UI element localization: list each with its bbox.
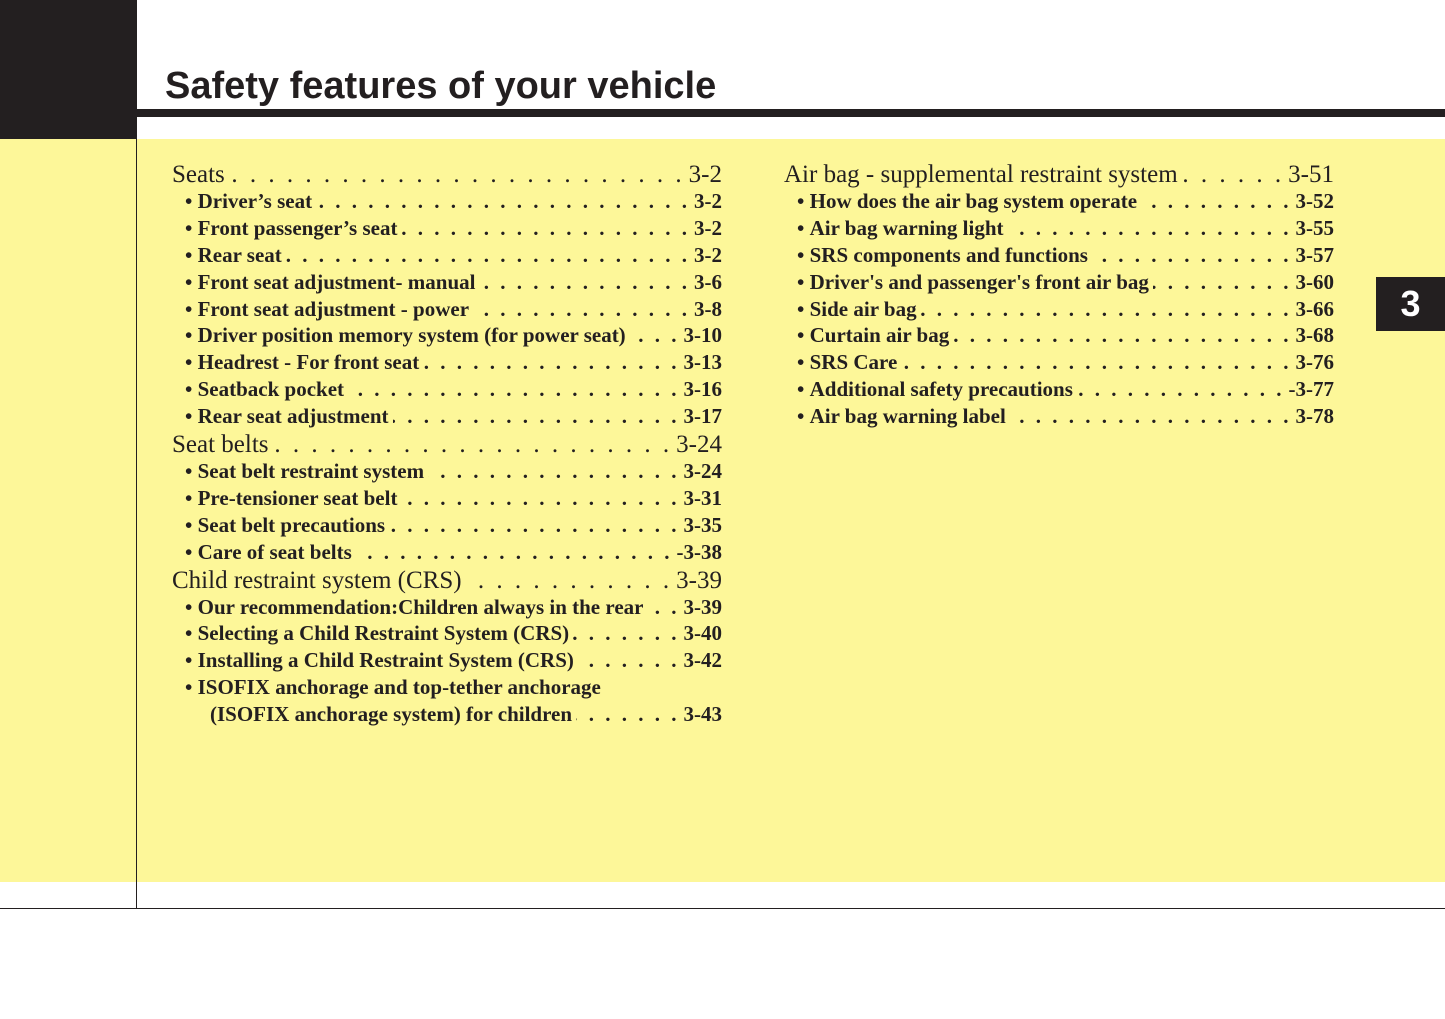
toc-item-label: • How does the air bag system operate [797, 189, 1137, 214]
toc-item[interactable] [784, 323, 1334, 350]
dot-leader [921, 297, 1292, 322]
toc-item[interactable] [172, 621, 722, 648]
toc-page-number: 3-42 [683, 648, 722, 673]
toc-page-number: 3-68 [1295, 323, 1334, 348]
toc-left-column [172, 161, 722, 729]
toc-item[interactable] [784, 404, 1334, 431]
toc-item-label: • Driver position memory system (for power seat) [185, 323, 626, 348]
toc-page-number: 3-6 [694, 269, 722, 294]
toc-page-number: 3-2 [694, 215, 722, 240]
dot-leader [428, 459, 679, 484]
toc-item-label: • Care of seat belts [185, 540, 352, 565]
toc-section-label: Seats [172, 161, 225, 188]
toc-item[interactable] [172, 216, 722, 243]
toc-item[interactable] [172, 595, 722, 622]
toc-item[interactable] [172, 350, 722, 377]
dot-leader [389, 513, 679, 538]
toc-page-number: 3-39 [683, 594, 722, 619]
toc-page-number: 3-8 [694, 296, 722, 321]
dot-leader [356, 540, 673, 565]
toc-item-label: • Seat belt precautions [185, 513, 385, 538]
dot-leader [466, 567, 673, 595]
toc-item-label: • Air bag warning light [797, 216, 1004, 241]
dot-leader [1077, 377, 1285, 402]
dot-leader [348, 377, 679, 402]
toc-page-number: 3-78 [1295, 404, 1334, 429]
dot-leader [1092, 243, 1292, 268]
dot-leader [423, 350, 679, 375]
toc-page-number: 3-51 [1288, 161, 1334, 188]
dot-leader [401, 216, 690, 241]
toc-item-label: • Front seat adjustment- manual [185, 270, 475, 295]
toc-section-airbag[interactable] [784, 161, 1334, 189]
dot-leader [393, 404, 680, 429]
dot-leader [576, 702, 679, 727]
toc-item[interactable] [172, 243, 722, 270]
toc-section-label: Child restraint system (CRS) [172, 566, 462, 594]
toc-section-crs[interactable] [172, 567, 722, 595]
toc-item-label: • SRS components and functions [797, 243, 1088, 268]
toc-page-number: -3-38 [676, 539, 722, 564]
toc-page-number: 3-76 [1295, 350, 1334, 375]
dot-leader [578, 648, 680, 673]
toc-item[interactable] [784, 243, 1334, 270]
dot-leader [1141, 189, 1291, 214]
title-rule [137, 109, 1445, 117]
toc-item-label: • Our recommendation:Children always in the rear [185, 595, 643, 620]
toc-item-label: • Air bag warning label [797, 404, 1006, 429]
dot-leader [1008, 216, 1292, 241]
toc-item[interactable] [784, 270, 1334, 297]
dot-leader [953, 323, 1291, 348]
toc-item-label: • Headrest - For front seat [185, 350, 419, 375]
dot-leader [229, 161, 685, 189]
toc-item[interactable] [172, 648, 722, 675]
dot-leader [1010, 404, 1292, 429]
toc-item[interactable] [784, 297, 1334, 324]
toc-section-label: Seat belts [172, 431, 269, 459]
toc-item-label: • SRS Care [797, 350, 897, 375]
page-title: Safety features of your vehicle [165, 65, 717, 107]
toc-item-label: • ISOFIX anchorage and top-tether anchorage [185, 675, 601, 700]
dot-leader [479, 270, 690, 295]
toc-page-number: 3-39 [676, 566, 722, 594]
toc-page-number: 3-13 [683, 350, 722, 375]
toc-item[interactable] [172, 270, 722, 297]
dot-leader [1182, 161, 1285, 189]
dot-leader [473, 297, 690, 322]
toc-page-number: 3-35 [683, 512, 722, 537]
toc-page-number: 3-60 [1295, 269, 1334, 294]
toc-item[interactable] [172, 675, 722, 702]
header-black-block [0, 0, 137, 139]
toc-item[interactable] [172, 513, 722, 540]
dot-leader [401, 486, 679, 511]
bottom-rule [0, 908, 1445, 909]
dot-leader [1153, 270, 1292, 295]
toc-section-label: Air bag - supplemental restraint system [784, 161, 1178, 188]
toc-page-number: 3-52 [1295, 189, 1334, 213]
dot-leader [901, 350, 1291, 375]
toc-item[interactable] [784, 216, 1334, 243]
toc-item-label: • Driver’s seat [185, 189, 312, 214]
left-margin-line [136, 139, 137, 909]
toc-item-label: • Rear seat [185, 243, 282, 268]
toc-item-label: • Pre-tensioner seat belt [185, 486, 397, 511]
toc-item-label: • Front seat adjustment - power [185, 297, 469, 322]
toc-item-label: (ISOFIX anchorage system) for children [210, 702, 573, 727]
toc-item-label: • Side air bag [797, 297, 917, 322]
toc-item-label: • Seat belt restraint system [185, 459, 424, 484]
toc-item-label: • Installing a Child Restraint System (CRS) [185, 648, 574, 673]
toc-page-number: 3-16 [683, 377, 722, 402]
toc-page-number: -3-77 [1288, 377, 1334, 402]
toc-page-number: 3-24 [676, 431, 722, 459]
dot-leader [273, 431, 673, 459]
toc-page-number: 3-40 [683, 621, 722, 646]
toc-item[interactable] [784, 377, 1334, 404]
toc-page-number: 3-10 [683, 323, 722, 348]
toc-item[interactable] [172, 189, 722, 216]
toc-item-label: • Curtain air bag [797, 323, 949, 348]
toc-page-number: 3-17 [683, 404, 722, 429]
toc-item-label: • Driver's and passenger's front air bag [797, 270, 1149, 295]
toc-item[interactable] [172, 404, 722, 431]
toc-item[interactable] [172, 297, 722, 324]
toc-item[interactable] [172, 540, 722, 567]
toc-item[interactable] [784, 350, 1334, 377]
toc-page-number: 3-57 [1295, 242, 1334, 267]
toc-item-label: • Rear seat adjustment [185, 404, 389, 429]
toc-page-number: 3-2 [694, 189, 722, 213]
toc-right-column [784, 161, 1334, 431]
toc-section-seats[interactable] [172, 161, 722, 189]
toc-item-label: • Selecting a Child Restraint System (CRS) [185, 621, 569, 646]
toc-page-number: 3-24 [683, 459, 722, 484]
toc-item-label: • Seatback pocket [185, 377, 344, 402]
toc-section-seat-belts[interactable] [172, 431, 722, 459]
dot-leader [573, 621, 679, 646]
toc-page-number: 3-2 [694, 242, 722, 267]
toc-item[interactable] [172, 323, 722, 350]
toc-item-label: • Additional safety precautions [797, 377, 1073, 402]
toc-item-continuation[interactable] [172, 702, 722, 729]
toc-item[interactable] [172, 377, 722, 404]
toc-item[interactable] [172, 459, 722, 486]
chapter-tab[interactable]: 3 [1376, 277, 1445, 331]
dot-leader [316, 189, 690, 214]
toc-item[interactable] [172, 486, 722, 513]
toc-page-number: 3-55 [1295, 215, 1334, 240]
toc-page-number: 3-43 [683, 702, 722, 727]
toc-item-label: • Front passenger’s seat [185, 216, 397, 241]
dot-leader [286, 243, 690, 268]
dot-leader [647, 595, 679, 620]
toc-page-number: 3-31 [683, 485, 722, 510]
toc-page-number: 3-2 [688, 161, 722, 188]
toc-item[interactable] [784, 189, 1334, 216]
toc-page-number: 3-66 [1295, 296, 1334, 321]
dot-leader [630, 323, 680, 348]
